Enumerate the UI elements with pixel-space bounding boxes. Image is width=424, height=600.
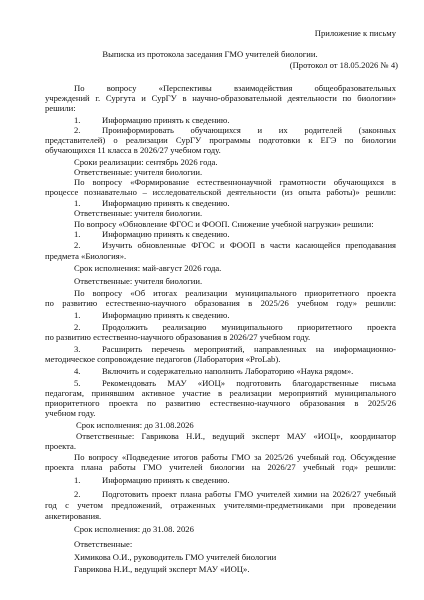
item-number: 1. bbox=[74, 229, 81, 239]
responsible-text: Ответственные: учителя биологии. bbox=[74, 208, 203, 218]
deadline-text: Срок исполнения: май-август 2026 года. bbox=[74, 263, 222, 273]
paragraph-line: По вопросу «Формирование естественнонаучной грамотности обучающихся в bbox=[74, 177, 396, 187]
paragraph-line: По вопросу «Подведение итогов работы ГМО за 2025/26 учебный год. Обсуждение bbox=[74, 452, 396, 462]
paragraph-line: учебном году. bbox=[45, 408, 96, 418]
list-item: Информацию принять к сведению. bbox=[102, 229, 230, 239]
paragraph-line: По вопросу «Перспективы взаимодействия общеобразовательных bbox=[74, 83, 396, 93]
paragraph-line: обучающихся 11 класса в 2026/27 учебном году. bbox=[45, 145, 221, 155]
item-number: 5. bbox=[74, 378, 81, 388]
responsible-text: Ответственные: Гаврикова Н.И., ведущий эксперт МАУ «ИОЦ», координатор bbox=[76, 431, 396, 441]
paragraph-line: педагогам, принявшим активное участие в реализации мероприятий муниципального bbox=[45, 388, 396, 398]
paragraph-line: год с учетом предложений, отраженных учителями-предметниками при проведении bbox=[45, 500, 396, 510]
deadline-text: Срок исполнения: до 31.08.2026 bbox=[76, 420, 194, 430]
paragraph-line: проекта плана работы ГМО учителей биологии на 2026/27 учебный год» решили: bbox=[45, 462, 396, 472]
paragraph-line: приоритетного проекта по развитию естественно-научного образования в 2025/26 bbox=[45, 398, 396, 408]
list-item: Расширить перечень мероприятий, направленных на информационно- bbox=[102, 344, 396, 354]
paragraph-line: проекта. bbox=[45, 441, 76, 451]
responsible-text: Ответственные: учителя биологии. bbox=[74, 276, 203, 286]
paragraph-line: предмета «Биология». bbox=[45, 251, 127, 261]
item-number: 1. bbox=[74, 310, 81, 320]
paragraph-line: представителей) о реализации СурГУ программы подготовки к ЕГЭ по биологии bbox=[45, 135, 396, 145]
paragraph-line: по развитию естественно-научного образования в 2026/27 учебном году. bbox=[45, 332, 311, 342]
appendix-label: Приложение к письму bbox=[314, 28, 396, 38]
item-number: 3. bbox=[74, 344, 81, 354]
list-item: Включить и содержательно наполнить Лабораторию «Наука рядом». bbox=[102, 366, 354, 376]
paragraph-line: по развитию естественно-научного образования в 2025/26 учебном году» решили: bbox=[45, 298, 396, 308]
item-number: 2. bbox=[74, 240, 81, 250]
item-number: 4. bbox=[74, 366, 81, 376]
item-number: 1. bbox=[74, 198, 81, 208]
list-item: Подготовить проект плана работы ГМО учителей химии на 2026/27 учебный bbox=[102, 489, 396, 499]
responsible-person: Гаврикова Н.И., ведущий эксперт МАУ «ИОЦ». bbox=[74, 564, 250, 574]
responsible-person: Химикова О.И., руководитель ГМО учителей биологии bbox=[74, 552, 277, 562]
item-number: 1. bbox=[74, 475, 81, 485]
list-item: Проинформировать обучающихся и их родителей (законных bbox=[102, 125, 396, 135]
paragraph-line: процессе познавательно – исследовательской деятельности (из опыта работы)» решили: bbox=[45, 187, 396, 197]
list-item: Информацию принять к сведению. bbox=[102, 310, 230, 320]
list-item: Информацию принять к сведению. bbox=[102, 115, 230, 125]
paragraph-line: учреждений г. Сургута и СурГУ в научно-образовательной деятельности по биологии» bbox=[45, 93, 396, 103]
paragraph-line: анкетирования. bbox=[45, 511, 102, 521]
document-title: Выписка из протокола заседания ГМО учителей биологии. bbox=[102, 49, 318, 59]
paragraph-line: решили: bbox=[45, 103, 76, 113]
item-number: 2. bbox=[74, 125, 81, 135]
list-item: Изучить обновленные ФГОС и ФООП в части касающейся преподавания bbox=[102, 240, 396, 250]
responsible-label: Ответственные: bbox=[74, 539, 133, 549]
item-number: 2. bbox=[74, 489, 81, 499]
list-item: Рекомендовать МАУ «ИОЦ» подготовить благодарственные письма bbox=[102, 378, 396, 388]
deadline-text: Срок исполнения: до 31.08. 2026 bbox=[74, 524, 194, 534]
item-number: 2. bbox=[74, 322, 81, 332]
paragraph-line: методическое сопровождение педагогов (Лаборатория «ProLab). bbox=[45, 354, 281, 364]
list-item: Информацию принять к сведению. bbox=[102, 198, 230, 208]
paragraph-line: По вопросу «Об итогах реализации муниципального приоритетного проекта bbox=[74, 288, 396, 298]
item-number: 1. bbox=[74, 115, 81, 125]
paragraph-line: По вопросу «Обновление ФГОС и ФООП. Снижение учебной нагрузки» решили: bbox=[74, 219, 374, 229]
list-item: Продолжить реализацию муниципального приоритетного проекта bbox=[102, 322, 396, 332]
deadline-text: Сроки реализации: сентябрь 2026 года. bbox=[74, 157, 218, 167]
responsible-text: Ответственные: учителя биологии. bbox=[74, 167, 203, 177]
list-item: Информацию принять к сведению. bbox=[102, 475, 230, 485]
protocol-reference: (Протокол от 18.05.2026 № 4) bbox=[289, 60, 398, 70]
